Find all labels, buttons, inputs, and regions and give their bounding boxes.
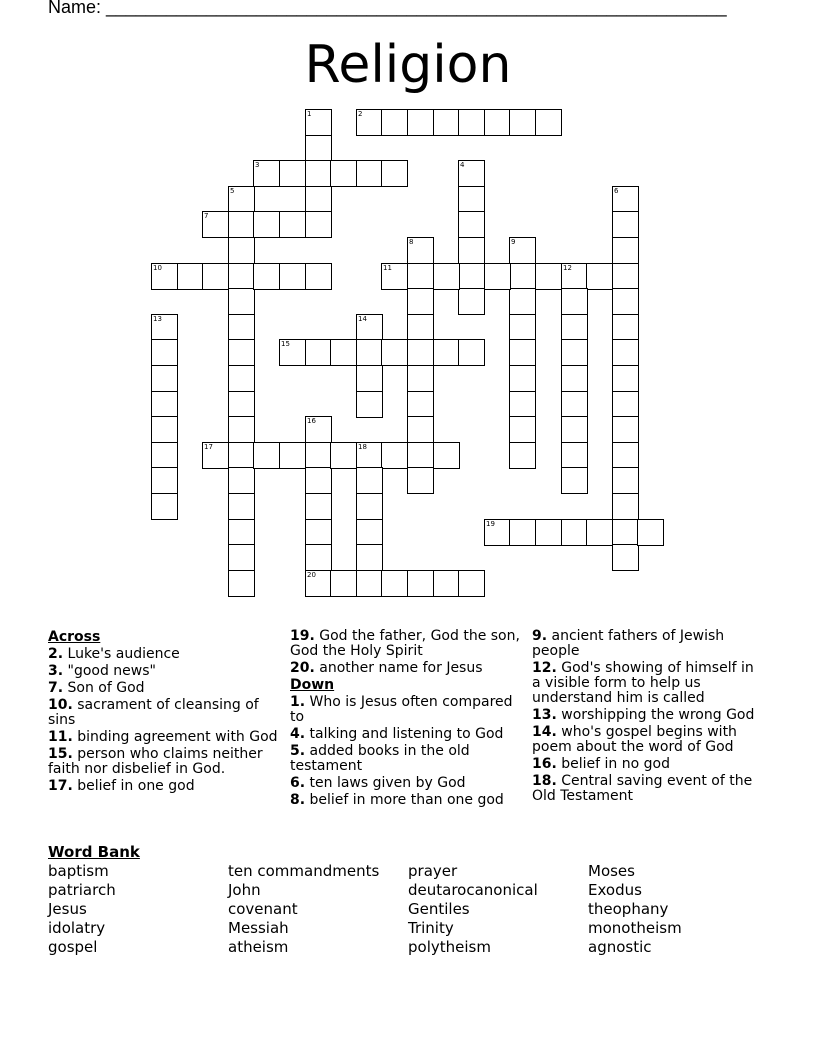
crossword-cell[interactable] bbox=[407, 288, 434, 315]
crossword-cell[interactable] bbox=[228, 186, 255, 213]
crossword-cell[interactable] bbox=[151, 391, 178, 418]
crossword-cell[interactable] bbox=[253, 442, 280, 469]
crossword-cell[interactable] bbox=[407, 467, 434, 494]
crossword-cell[interactable] bbox=[612, 237, 639, 264]
word-bank-item: Jesus bbox=[48, 900, 87, 918]
crossword-cell[interactable] bbox=[228, 467, 255, 494]
word-bank-item: covenant bbox=[228, 900, 298, 918]
crossword-cell[interactable] bbox=[356, 442, 383, 469]
clue-number: 8 bbox=[409, 238, 414, 246]
crossword-cell[interactable] bbox=[433, 339, 460, 366]
crossword-cell[interactable] bbox=[356, 339, 383, 366]
crossword-cell[interactable] bbox=[253, 160, 280, 187]
crossword-cell[interactable] bbox=[253, 263, 280, 290]
crossword-cell[interactable] bbox=[228, 339, 255, 366]
crossword-cell[interactable] bbox=[381, 339, 408, 366]
clue-number: 3 bbox=[255, 161, 260, 169]
crossword-cell[interactable] bbox=[458, 186, 485, 213]
clue-number: 16 bbox=[307, 417, 316, 425]
crossword-cell[interactable] bbox=[433, 109, 460, 136]
crossword-cell[interactable] bbox=[279, 442, 306, 469]
clue-number: 11 bbox=[383, 264, 392, 272]
crossword-cell[interactable] bbox=[484, 263, 511, 290]
crossword-cell[interactable] bbox=[279, 160, 306, 187]
word-bank-item: Exodus bbox=[588, 881, 642, 899]
crossword-cell[interactable] bbox=[509, 365, 536, 392]
crossword-cell[interactable] bbox=[151, 365, 178, 392]
clue-down-13: 13. worshipping the wrong God bbox=[532, 707, 755, 723]
crossword-cell[interactable] bbox=[228, 519, 255, 546]
crossword-cell[interactable] bbox=[407, 442, 434, 469]
crossword-cell[interactable] bbox=[407, 109, 434, 136]
crossword-cell[interactable] bbox=[433, 442, 460, 469]
clue-number: 10 bbox=[153, 264, 162, 272]
crossword-cell[interactable] bbox=[407, 416, 434, 443]
crossword-cell[interactable] bbox=[612, 186, 639, 213]
clue-down-1: 1. Who is Jesus often compared to bbox=[290, 694, 513, 725]
crossword-cell[interactable] bbox=[305, 416, 332, 443]
crossword-cell[interactable] bbox=[279, 211, 306, 238]
crossword-cell[interactable] bbox=[433, 263, 460, 290]
crossword-cell[interactable] bbox=[407, 570, 434, 597]
crossword-cell[interactable] bbox=[612, 314, 639, 341]
crossword-cell[interactable] bbox=[305, 109, 332, 136]
clue-down-14: 14. who's gospel begins with poem about the word of God bbox=[532, 724, 737, 755]
clue-across-10: 10. sacrament of cleansing of sins bbox=[48, 697, 259, 728]
crossword-cell[interactable] bbox=[151, 263, 178, 290]
crossword-cell[interactable] bbox=[433, 570, 460, 597]
crossword-cell[interactable] bbox=[228, 314, 255, 341]
crossword-cell[interactable] bbox=[381, 160, 408, 187]
crossword-cell[interactable] bbox=[305, 211, 332, 238]
crossword-cell[interactable] bbox=[586, 519, 613, 546]
crossword-cell[interactable] bbox=[509, 339, 536, 366]
crossword-cell[interactable] bbox=[407, 339, 434, 366]
word-bank-item: theophany bbox=[588, 900, 669, 918]
crossword-cell[interactable] bbox=[484, 109, 511, 136]
word-bank-item: Moses bbox=[588, 862, 635, 880]
crossword-cell[interactable] bbox=[151, 416, 178, 443]
crossword-cell[interactable] bbox=[305, 467, 332, 494]
crossword-cell[interactable] bbox=[228, 391, 255, 418]
crossword-cell[interactable] bbox=[458, 109, 485, 136]
across-heading: Across bbox=[48, 629, 101, 645]
word-bank-item: idolatry bbox=[48, 919, 106, 937]
crossword-cell[interactable] bbox=[228, 570, 255, 597]
crossword-cell[interactable] bbox=[458, 263, 485, 290]
crossword-cell[interactable] bbox=[407, 237, 434, 264]
crossword-cell[interactable] bbox=[228, 442, 255, 469]
clue-number: 9 bbox=[511, 238, 516, 246]
clue-number: 20 bbox=[307, 571, 316, 579]
crossword-cell[interactable] bbox=[356, 467, 383, 494]
crossword-cell[interactable] bbox=[509, 314, 536, 341]
crossword-cell[interactable] bbox=[509, 263, 536, 290]
clue-down-12: 12. God's showing of himself in a visible form to help us understand him is called bbox=[532, 660, 754, 706]
clue-down-5: 5. added books in the old testament bbox=[290, 743, 470, 774]
crossword-cell[interactable] bbox=[561, 416, 588, 443]
crossword-cell[interactable] bbox=[228, 263, 255, 290]
clue-number: 19 bbox=[486, 520, 495, 528]
clue-number: 14 bbox=[358, 315, 367, 323]
crossword-cell[interactable] bbox=[228, 211, 255, 238]
down-heading: Down bbox=[290, 677, 335, 693]
crossword-cell[interactable] bbox=[228, 416, 255, 443]
crossword-cell[interactable] bbox=[561, 288, 588, 315]
crossword-cell[interactable] bbox=[356, 391, 383, 418]
crossword-cell[interactable] bbox=[356, 314, 383, 341]
clue-number: 18 bbox=[358, 443, 367, 451]
clue-across-7: 7. Son of God bbox=[48, 680, 145, 696]
crossword-cell[interactable] bbox=[561, 263, 588, 290]
crossword-cell[interactable] bbox=[305, 442, 332, 469]
crossword-cell[interactable] bbox=[305, 493, 332, 520]
word-bank-item: polytheism bbox=[408, 938, 491, 956]
crossword-cell[interactable] bbox=[279, 263, 306, 290]
crossword-cell[interactable] bbox=[381, 109, 408, 136]
crossword-cell[interactable] bbox=[407, 391, 434, 418]
word-bank-item: prayer bbox=[408, 862, 458, 880]
clue-number: 1 bbox=[307, 110, 312, 118]
word-bank-item: Trinity bbox=[408, 919, 454, 937]
clue-across-3: 3. "good news" bbox=[48, 663, 156, 679]
clue-number: 15 bbox=[281, 340, 290, 348]
crossword-cell[interactable] bbox=[151, 493, 178, 520]
crossword-cell[interactable] bbox=[151, 314, 178, 341]
crossword-cell[interactable] bbox=[535, 109, 562, 136]
crossword-cell[interactable] bbox=[381, 263, 408, 290]
crossword-cell[interactable] bbox=[177, 263, 204, 290]
clue-across-17: 17. belief in one god bbox=[48, 778, 195, 794]
crossword-cell[interactable] bbox=[612, 519, 639, 546]
crossword-cell[interactable] bbox=[458, 160, 485, 187]
crossword-cell[interactable] bbox=[407, 314, 434, 341]
crossword-cell[interactable] bbox=[356, 544, 383, 571]
crossword-cell[interactable] bbox=[330, 570, 357, 597]
crossword-cell[interactable] bbox=[586, 263, 613, 290]
crossword-cell[interactable] bbox=[612, 339, 639, 366]
clue-number: 13 bbox=[153, 315, 162, 323]
clue-down-16: 16. belief in no god bbox=[532, 756, 670, 772]
crossword-cell[interactable] bbox=[305, 544, 332, 571]
crossword-cell[interactable] bbox=[612, 467, 639, 494]
crossword-cell[interactable] bbox=[381, 442, 408, 469]
crossword-cell[interactable] bbox=[561, 519, 588, 546]
crossword-cell[interactable] bbox=[612, 211, 639, 238]
crossword-cell[interactable] bbox=[228, 493, 255, 520]
word-bank-item: baptism bbox=[48, 862, 109, 880]
crossword-cell[interactable] bbox=[407, 263, 434, 290]
crossword-cell[interactable] bbox=[561, 365, 588, 392]
clue-number: 6 bbox=[614, 187, 619, 195]
crossword-cell[interactable] bbox=[305, 339, 332, 366]
clue-across-15: 15. person who claims neither faith nor disbelief in God. bbox=[48, 746, 263, 777]
crossword-cell[interactable] bbox=[330, 339, 357, 366]
word-bank-item: monotheism bbox=[588, 919, 682, 937]
clue-down-4: 4. talking and listening to God bbox=[290, 726, 504, 742]
crossword-cell[interactable] bbox=[356, 365, 383, 392]
crossword-cell[interactable] bbox=[202, 263, 229, 290]
crossword-cell[interactable] bbox=[202, 442, 229, 469]
crossword-cell[interactable] bbox=[228, 544, 255, 571]
crossword-cell[interactable] bbox=[458, 570, 485, 597]
clue-across-11: 11. binding agreement with God bbox=[48, 729, 278, 745]
word-bank-item: gospel bbox=[48, 938, 98, 956]
crossword-cell[interactable] bbox=[509, 237, 536, 264]
clue-down-9: 9. ancient fathers of Jewish people bbox=[532, 628, 725, 659]
page-title: Religion bbox=[304, 35, 512, 95]
crossword-cell[interactable] bbox=[356, 519, 383, 546]
word-bank-item: patriarch bbox=[48, 881, 116, 899]
crossword-cell[interactable] bbox=[509, 519, 536, 546]
crossword-cell[interactable] bbox=[305, 519, 332, 546]
clue-number: 12 bbox=[563, 264, 572, 272]
crossword-cell[interactable] bbox=[151, 339, 178, 366]
crossword-cell[interactable] bbox=[202, 211, 229, 238]
crossword-cell[interactable] bbox=[356, 570, 383, 597]
crossword-cell[interactable] bbox=[305, 570, 332, 597]
word-bank-item: atheism bbox=[228, 938, 289, 956]
crossword-cell[interactable] bbox=[458, 237, 485, 264]
crossword-cell[interactable] bbox=[612, 263, 639, 290]
crossword-cell[interactable] bbox=[637, 519, 664, 546]
word-bank-title: Word Bank bbox=[48, 843, 140, 861]
clue-down-18: 18. Central saving event of the Old Testament bbox=[532, 773, 753, 804]
crossword-cell[interactable] bbox=[612, 493, 639, 520]
clue-across-20: 20. another name for Jesus bbox=[290, 660, 483, 676]
crossword-cell[interactable] bbox=[458, 339, 485, 366]
crossword-cell[interactable] bbox=[356, 493, 383, 520]
crossword-cell[interactable] bbox=[458, 211, 485, 238]
crossword-cell[interactable] bbox=[305, 135, 332, 162]
name-field-label: Name: ______________________________________________________________ bbox=[48, 0, 727, 17]
crossword-cell[interactable] bbox=[305, 160, 332, 187]
clue-number: 7 bbox=[204, 212, 209, 220]
clue-down-8: 8. belief in more than one god bbox=[290, 792, 504, 808]
crossword-cell[interactable] bbox=[151, 467, 178, 494]
crossword-cell[interactable] bbox=[228, 288, 255, 315]
crossword-cell[interactable] bbox=[407, 365, 434, 392]
clue-column-2 bbox=[290, 629, 528, 810]
crossword-cell[interactable] bbox=[612, 391, 639, 418]
crossword-cell[interactable] bbox=[330, 442, 357, 469]
crossword-cell[interactable] bbox=[535, 263, 562, 290]
crossword-cell[interactable] bbox=[330, 160, 357, 187]
crossword-cell[interactable] bbox=[305, 186, 332, 213]
crossword-cell[interactable] bbox=[484, 519, 511, 546]
word-bank-item: John bbox=[228, 881, 261, 899]
clue-column-3 bbox=[532, 629, 760, 806]
crossword-cell[interactable] bbox=[612, 365, 639, 392]
crossword-cell[interactable] bbox=[253, 211, 280, 238]
crossword-cell[interactable] bbox=[509, 442, 536, 469]
clue-across-19: 19. God the father, God the son, God the Holy Spirit bbox=[290, 628, 520, 659]
crossword-cell[interactable] bbox=[356, 109, 383, 136]
crossword-cell[interactable] bbox=[305, 263, 332, 290]
word-bank-item: Gentiles bbox=[408, 900, 470, 918]
crossword-cell[interactable] bbox=[535, 519, 562, 546]
clue-column-1 bbox=[48, 629, 286, 796]
word-bank-item: deutarocanonical bbox=[408, 881, 538, 899]
crossword-cell[interactable] bbox=[509, 288, 536, 315]
clue-across-2: 2. Luke's audience bbox=[48, 646, 180, 662]
clue-number: 4 bbox=[460, 161, 465, 169]
crossword-cell[interactable] bbox=[612, 416, 639, 443]
clue-number: 5 bbox=[230, 187, 235, 195]
crossword-cell[interactable] bbox=[612, 442, 639, 469]
crossword-cell[interactable] bbox=[228, 237, 255, 264]
crossword-cell[interactable] bbox=[561, 339, 588, 366]
crossword-cell[interactable] bbox=[509, 416, 536, 443]
crossword-cell[interactable] bbox=[509, 109, 536, 136]
word-bank-item: Messiah bbox=[228, 919, 289, 937]
word-bank-item: ten commandments bbox=[228, 862, 380, 880]
word-bank-item: agnostic bbox=[588, 938, 652, 956]
crossword-cell[interactable] bbox=[509, 391, 536, 418]
clue-number: 2 bbox=[358, 110, 363, 118]
crossword-cell[interactable] bbox=[612, 288, 639, 315]
crossword-cell[interactable] bbox=[381, 570, 408, 597]
crossword-cell[interactable] bbox=[151, 442, 178, 469]
crossword-cell[interactable] bbox=[356, 160, 383, 187]
crossword-cell[interactable] bbox=[561, 314, 588, 341]
crossword-cell[interactable] bbox=[228, 365, 255, 392]
crossword-cell[interactable] bbox=[561, 391, 588, 418]
crossword-cell[interactable] bbox=[561, 442, 588, 469]
crossword-cell[interactable] bbox=[279, 339, 306, 366]
crossword-cell[interactable] bbox=[458, 288, 485, 315]
crossword-cell[interactable] bbox=[561, 467, 588, 494]
clue-down-6: 6. ten laws given by God bbox=[290, 775, 466, 791]
crossword-cell[interactable] bbox=[612, 544, 639, 571]
clue-number: 17 bbox=[204, 443, 213, 451]
